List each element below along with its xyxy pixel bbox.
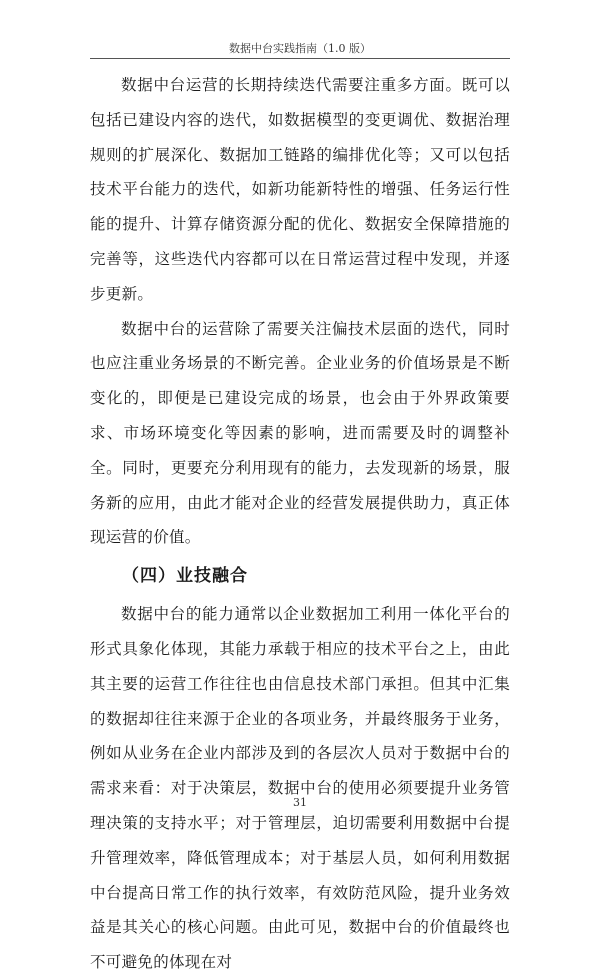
page-body xyxy=(90,68,510,980)
paragraph: 数据中台运营的长期持续迭代需要注重多方面。既可以包括已建设内容的迭代，如数据模型的变更调优、数据治理规则的扩展深化、数据加工链路的编排优化等；又可以包括技术平台能力的迭代，如新功能新特性的增强、任务运行性能的提升、计算存储资源分配的优化、数据安全保障措施的完善等，这些迭代内容都可以在日常运营过程中发现，并逐步更新。 xyxy=(90,76,510,303)
paragraph: 数据中台的能力通常以企业数据加工利用一体化平台的形式具象化体现，其能力承载于相应的技术平台之上，由此其主要的运营工作往往也由信息技术部门承担。但其中汇集的数据却往往来源于企业的各项业务，并最终服务于业务，例如从业务在企业内部涉及到的各层次人员对于数据中台的需求来看：对于决策层，数据中台的使用必须要提升业务管理决策的支持水平；对于管理层，迫切需要利用数据中台提升管理效率，降低管理成本；对于基层人员，如何利用数据中台提高日常工作的执行效率，有效防范风险，提升业务效益是其关心的核心问题。由此可见，数据中台的价值最终也不可避免的体现在对 xyxy=(90,605,510,972)
page-number: 31 xyxy=(293,796,307,809)
paragraph: 数据中台的运营除了需要关注偏技术层面的迭代，同时也应注重业务场景的不断完善。企业业务的价值场景是不断变化的，即便是已建设完成的场景，也会由于外界政策要求、市场环境变化等因素的影响，进而需要及时的调整补全。同时，更要充分利用现有的能力，去发现新的场景，服务新的应用，由此才能对企业的经营发展提供助力，真正体现运营的价值。 xyxy=(90,319,510,547)
section-heading: （四）业技融合 xyxy=(122,566,248,587)
header-rule xyxy=(90,58,510,59)
running-header: 数据中台实践指南（1.0 版） xyxy=(229,42,371,55)
